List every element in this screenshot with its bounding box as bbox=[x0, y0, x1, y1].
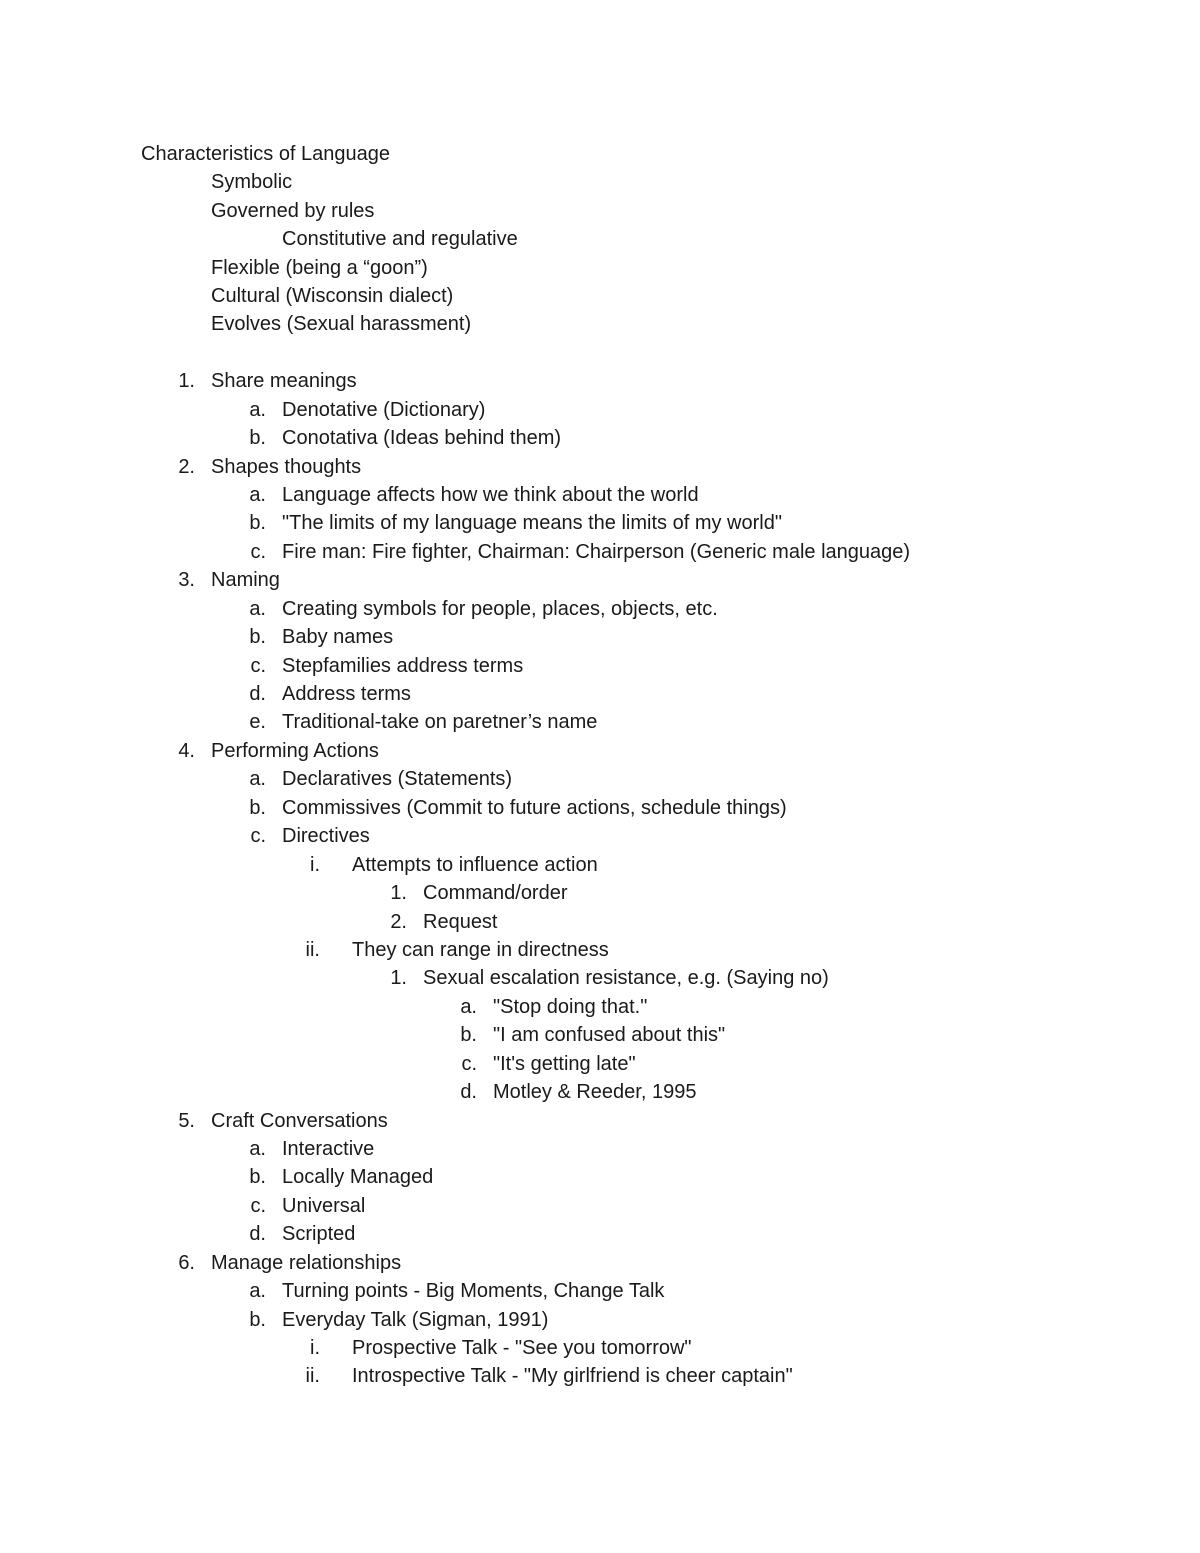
outline-marker: i. bbox=[310, 854, 320, 876]
outline-marker: a. bbox=[249, 1280, 266, 1302]
outline-item-text: Performing Actions bbox=[211, 740, 379, 762]
outline-item-text: Directives bbox=[282, 825, 370, 847]
outline-marker: 6. bbox=[178, 1252, 195, 1274]
outline-marker: a. bbox=[249, 1138, 266, 1160]
outline-item-text: Naming bbox=[211, 569, 280, 591]
outline-marker: 2. bbox=[178, 456, 195, 478]
outline-item-text: Everyday Talk (Sigman, 1991) bbox=[282, 1309, 549, 1331]
outline-marker: 5. bbox=[178, 1110, 195, 1132]
outline-item-text: Request bbox=[423, 911, 498, 933]
outline-item-text: "Stop doing that." bbox=[493, 996, 648, 1018]
outline-marker: d. bbox=[249, 1223, 266, 1245]
outline-marker: c. bbox=[461, 1053, 477, 1075]
outline-marker: a. bbox=[249, 399, 266, 421]
outline-item-text: Conotativa (Ideas behind them) bbox=[282, 427, 562, 449]
outline-marker: a. bbox=[249, 598, 266, 620]
outline-marker: b. bbox=[460, 1024, 477, 1046]
outline-item-text: Share meanings bbox=[211, 370, 357, 392]
outline-marker: i. bbox=[310, 1337, 320, 1359]
outline-item-text: Stepfamilies address terms bbox=[282, 655, 524, 677]
outline-item-text: Fire man: Fire fighter, Chairman: Chairperson (Generic male language) bbox=[282, 541, 911, 563]
outline-item-text: Universal bbox=[282, 1195, 366, 1217]
outline-item-text: Prospective Talk - "See you tomorrow" bbox=[352, 1337, 692, 1359]
characteristic-subitem: Constitutive and regulative bbox=[282, 228, 518, 250]
outline-item-text: "The limits of my language means the limits of my world" bbox=[282, 512, 782, 534]
outline-item-text: Locally Managed bbox=[282, 1166, 434, 1188]
outline-item-text: Introspective Talk - "My girlfriend is cheer captain" bbox=[352, 1365, 793, 1387]
outline-marker: 3. bbox=[178, 569, 195, 591]
outline-item-text: Denotative (Dictionary) bbox=[282, 399, 486, 421]
outline-marker: 1. bbox=[390, 882, 407, 904]
outline-item-text: Language affects how we think about the world bbox=[282, 484, 699, 506]
outline-item-text: Declaratives (Statements) bbox=[282, 768, 513, 790]
outline-marker: e. bbox=[249, 711, 266, 733]
outline-marker: c. bbox=[250, 655, 266, 677]
outline-item-text: "I am confused about this" bbox=[493, 1024, 726, 1046]
outline-item-text: Creating symbols for people, places, objects, etc. bbox=[282, 598, 718, 620]
outline-item-text: "It's getting late" bbox=[493, 1053, 636, 1075]
outline-item-text: Scripted bbox=[282, 1223, 356, 1245]
outline-marker: b. bbox=[249, 427, 266, 449]
outline-marker: ii. bbox=[305, 939, 320, 961]
outline-marker: a. bbox=[249, 484, 266, 506]
outline-item-text: Interactive bbox=[282, 1138, 375, 1160]
characteristic-item: Cultural (Wisconsin dialect) bbox=[211, 285, 454, 307]
outline-item-text: Motley & Reeder, 1995 bbox=[493, 1081, 697, 1103]
outline-item-text: They can range in directness bbox=[352, 939, 609, 961]
outline-marker: d. bbox=[249, 683, 266, 705]
outline-marker: b. bbox=[249, 1309, 266, 1331]
outline-marker: ii. bbox=[305, 1365, 320, 1387]
outline-item-text: Traditional-take on paretner’s name bbox=[282, 711, 598, 733]
outline-marker: d. bbox=[460, 1081, 477, 1103]
characteristic-item: Evolves (Sexual harassment) bbox=[211, 313, 472, 335]
characteristic-item: Flexible (being a “goon”) bbox=[211, 257, 428, 279]
outline-marker: 1. bbox=[178, 370, 195, 392]
outline-marker: c. bbox=[250, 825, 266, 847]
outline-item-text: Baby names bbox=[282, 626, 394, 648]
outline-item-text: Sexual escalation resistance, e.g. (Saying no) bbox=[423, 967, 829, 989]
outline-item-text: Shapes thoughts bbox=[211, 456, 362, 478]
outline-marker: 2. bbox=[390, 911, 407, 933]
outline-marker: 1. bbox=[390, 967, 407, 989]
outline-marker: b. bbox=[249, 626, 266, 648]
outline-item-text: Address terms bbox=[282, 683, 411, 705]
outline-item-text: Command/order bbox=[423, 882, 568, 904]
outline-marker: b. bbox=[249, 1166, 266, 1188]
outline-item-text: Attempts to influence action bbox=[352, 854, 598, 876]
outline-item-text: Manage relationships bbox=[211, 1252, 402, 1274]
outline-item-text: Craft Conversations bbox=[211, 1110, 388, 1132]
characteristic-item: Governed by rules bbox=[211, 200, 375, 222]
outline-marker: b. bbox=[249, 797, 266, 819]
outline-item-text: Turning points - Big Moments, Change Talk bbox=[282, 1280, 665, 1302]
outline-marker: c. bbox=[250, 541, 266, 563]
document-title: Characteristics of Language bbox=[141, 143, 391, 165]
outline-marker: b. bbox=[249, 512, 266, 534]
outline-item-text: Commissives (Commit to future actions, schedule things) bbox=[282, 797, 787, 819]
outline-marker: 4. bbox=[178, 740, 195, 762]
characteristic-item: Symbolic bbox=[211, 171, 293, 193]
outline-marker: c. bbox=[250, 1195, 266, 1217]
outline-marker: a. bbox=[249, 768, 266, 790]
outline-marker: a. bbox=[460, 996, 477, 1018]
